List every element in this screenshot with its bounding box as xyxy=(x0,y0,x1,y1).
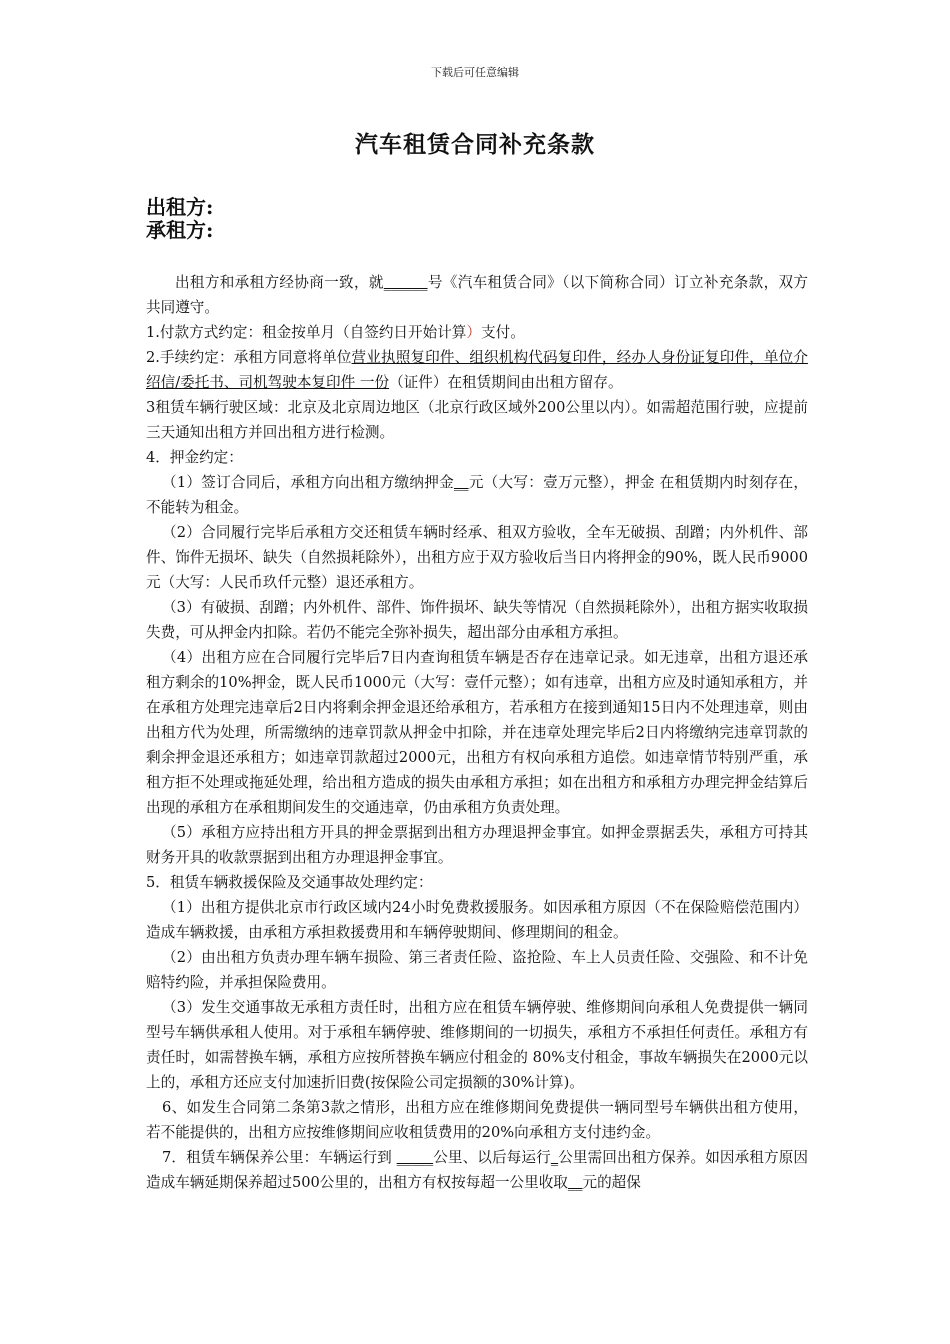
clause-1: 1.付款方式约定：租金按单月（自签约日开始计算）支付。 xyxy=(146,324,525,341)
clause-2: 2.手续约定：承租方同意将单位营业执照复印件、组织机构代码复印件，经办人身份证复印件，单位介绍信/委托书、司机驾驶本复印件 一份（证件）在租赁期间由出租方留存。 xyxy=(146,349,808,391)
document-title: 汽车租赁合同补充条款 xyxy=(355,131,595,158)
clause-4-heading: 4．押金约定： xyxy=(146,449,243,466)
intro-paragraph: 出租方和承租方经协商一致，就______号《汽车租赁合同》（以下简称合同）订立补充条款，双方共同遵守。 xyxy=(146,274,808,316)
clause-5-item-1: （1）出租方提供北京市行政区域内24小时免费救援服务。如因承租方原因（不在保险赔偿范围内）造成车辆救援，由承租方承担救援费用和车辆停驶期间、修理期间的租金。 xyxy=(146,899,808,941)
clause-5-item-2: （2）由出租方负责办理车辆车损险、第三者责任险、盗抢险、车上人员责任险、交强险、和不计免赔特约险，并承担保险费用。 xyxy=(146,949,808,991)
clause-4-item-1: （1）签订合同后，承租方向出租方缴纳押金__元（大写：壹万元整），押金 在租赁期内时刻存在，不能转为租金。 xyxy=(146,474,808,516)
lessee-label: 承租方: xyxy=(146,218,214,242)
clause-4-item-5: （5）承租方应持出租方开具的押金票据到出租方办理退押金事宜。如押金票据丢失，承租方可持其财务开具的收款票据到出租方办理退押金事宜。 xyxy=(146,824,808,866)
clause-2-documents: 营业执照复印件、组织机构代码复印件，经办人身份证复印件，单位介绍信/委托书、司机驾驶本复印件 一份 xyxy=(146,349,808,391)
lessor-label: 出租方: xyxy=(146,195,214,219)
parties-block xyxy=(146,196,213,242)
clause-4-item-2: （2）合同履行完毕后承租方交还租赁车辆时经承、租双方验收，全车无破损、刮蹭；内外机件、部件、饰件无损坏、缺失（自然损耗除外），出租方应于双方验收后当日内将押金的90%，既人民币9000元（大写：人民币玖仟元整）退还承租方。 xyxy=(146,524,808,591)
clause-4-item-4: （4）出租方应在合同履行完毕后7日内查询租赁车辆是否存在违章记录。如无违章，出租方退还承租方剩余的10%押金，既人民币1000元（大写：壹仟元整）；如有违章，出租方应及时通知承租方，并在承租方处理完违章后2日内将剩余押金退还给承租方，若承租方在接到通知15日内不处理违章，则由出租方代为处理，所需缴纳的违章罚款从押金中扣除，并在违章处理完毕后2日内将缴纳完违章罚款的剩余押金退还承租方；如违章罚款超过2000元，出租方有权向承租方追偿。如违章情节特别严重，承租方拒不处理或拖延处理，给出租方造成的损失由承租方承担；如在出租方和承租方办理完押金结算后出现的承租方在承租期间发生的交通违章，仍由承租方负责处理。 xyxy=(146,649,808,816)
deposit-amount-blank: __ xyxy=(453,474,469,491)
clause-3: 3租赁车辆行驶区域：北京及北京周边地区（北京行政区域外200公里以内）。如需超范围行驶，应提前三天通知出租方并回出租方进行检测。 xyxy=(146,399,808,441)
clause-6: 6、如发生合同第二条第3款之情形，出租方应在维修期间免费提供一辆同型号车辆供出租方使用，若不能提供的，出租方应按维修期间应收租赁费用的20%向承租方支付违约金。 xyxy=(146,1099,808,1141)
interval-km-blank: _ xyxy=(550,1149,559,1166)
clause-5-item-3: （3）发生交通事故无承租方责任时，出租方应在租赁车辆停驶、维修期间向承租人免费提供一辆同型号车辆供承租人使用。对于承租车辆停驶、维修期间的一切损失，承租方不承担任何责任。承租方有责任时，如需替换车辆，承租方应按所替换车辆应付租金的 80%支付租金，事故车辆损失在2000元以上的，承租方还应支付加速折旧费(按保险公司定损额的30%计算)。 xyxy=(146,999,808,1091)
clause-4-item-3: （3）有破损、刮蹭；内外机件、部件、饰件损坏、缺失等情况（自然损耗除外），出租方据实收取损失费，可从押金内扣除。若仍不能完全弥补损失，超出部分由承租方承担。 xyxy=(146,599,808,641)
contract-body xyxy=(146,270,808,1195)
clause-5-heading: 5．租赁车辆救援保险及交通事故处理约定： xyxy=(146,874,433,891)
header-note: 下载后可任意编辑 xyxy=(431,66,519,79)
fee-blank: __ xyxy=(567,1174,583,1191)
clause-7: 7．租赁车辆保养公里：车辆运行到 _____公里、以后每运行_公里需回出租方保养。如因承租方原因造成车辆延期保养超过500公里的，出租方有权按每超一公里收取__元的超保 xyxy=(146,1149,808,1191)
contract-number-blank: ______ xyxy=(383,274,428,291)
maintenance-km-blank: _____ xyxy=(396,1149,434,1166)
